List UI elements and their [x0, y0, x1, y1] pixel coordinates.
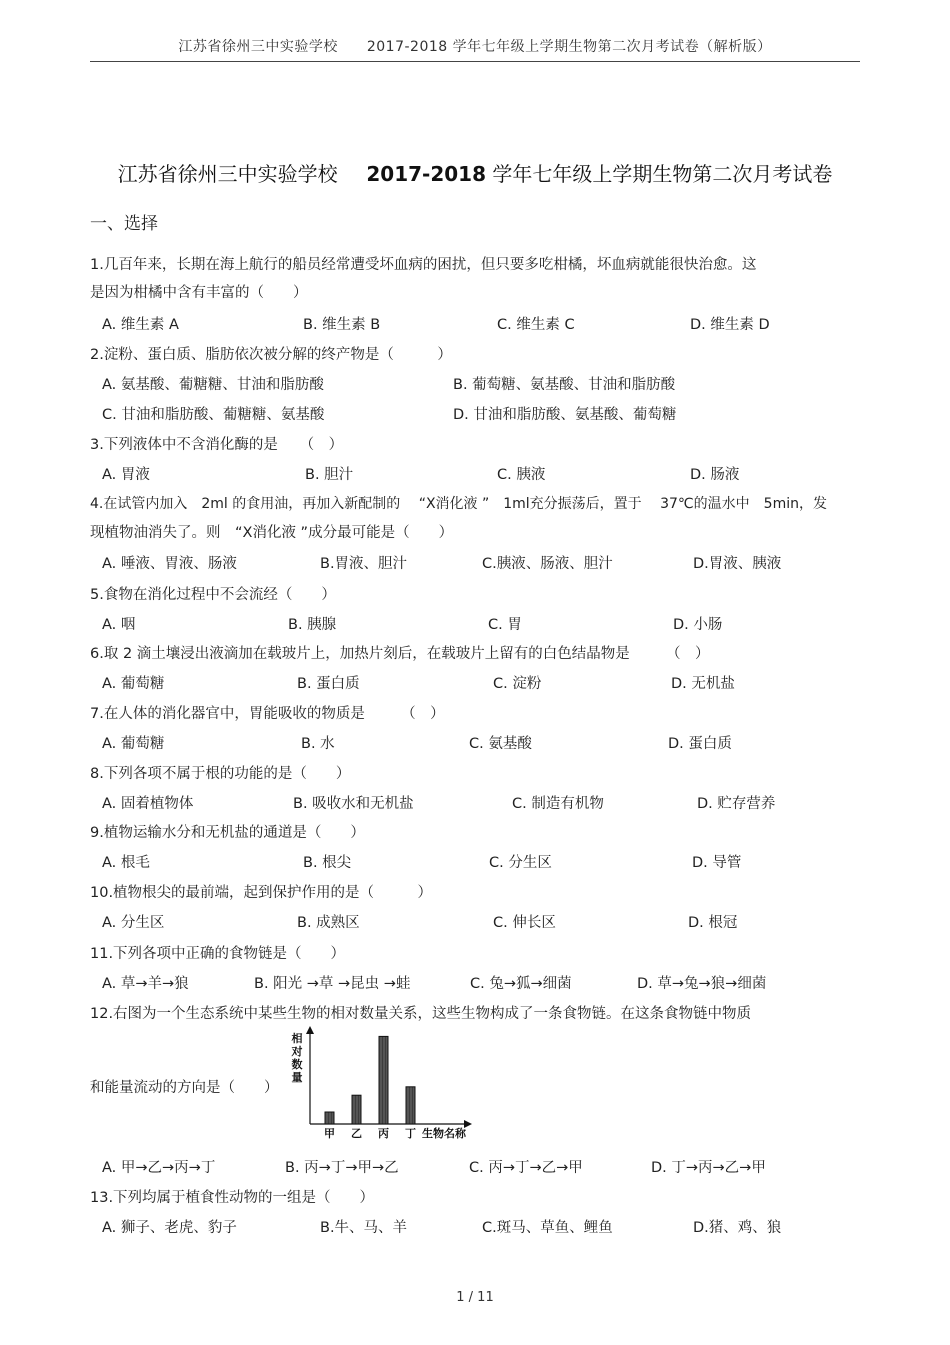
question-8-option-d[interactable]: D. 贮存营养 — [697, 796, 776, 812]
question-11-option-d[interactable]: D. 草→兔→狼→细菌 — [637, 976, 767, 992]
document-title — [90, 158, 860, 187]
question-10-option-b[interactable]: B. 成熟区 — [297, 915, 360, 931]
question-6-option-a[interactable]: A. 葡萄糖 — [102, 676, 165, 692]
question-6: 6.取 2 滴土壤浸出液滴加在载玻片上，加热片刻后，在载玻片上留有的白色结晶物是 （ ） — [90, 646, 710, 662]
question-12-option-b[interactable]: B. 丙→丁→甲→乙 — [285, 1160, 399, 1176]
question-9-option-b[interactable]: B. 根尖 — [303, 855, 352, 871]
category-label-1: 乙 — [351, 1127, 362, 1140]
question-5: 5.食物在消化过程中不会流经（ ） — [90, 587, 336, 603]
question-12-option-a[interactable]: A. 甲→乙→丙→丁 — [102, 1160, 216, 1176]
question-2-option-a[interactable]: A. 氨基酸、葡糖糖、甘油和脂肪酸 — [102, 377, 324, 393]
running-header: 江苏省徐州三中实验学校 2017-2018 学年七年级上学期生物第二次月考试卷（解析版） — [178, 39, 772, 55]
question-1-option-d[interactable]: D. 维生素 D — [690, 317, 770, 333]
category-label-3: 丁 — [405, 1127, 416, 1140]
question-1-line1: 1.几百年来，长期在海上航行的船员经常遭受坏血病的困扰，但只要多吃柑橘，坏血病就能很快治愈。这 — [90, 257, 757, 273]
question-3-option-d[interactable]: D. 肠液 — [690, 467, 740, 483]
question-10-option-c[interactable]: C. 伸长区 — [493, 915, 556, 931]
y-axis-label-char: 相 — [291, 1032, 303, 1045]
question-8: 8.下列各项不属于根的功能的是（ ） — [90, 766, 351, 782]
y-axis-label — [291, 1031, 303, 1084]
category-label-2: 丙 — [378, 1127, 389, 1140]
question-13: 13.下列均属于植食性动物的一组是（ ） — [90, 1190, 375, 1206]
question-12-option-c[interactable]: C. 丙→丁→乙→甲 — [469, 1160, 583, 1176]
question-1-option-b[interactable]: B. 维生素 B — [303, 317, 381, 333]
question-2: 2.淀粉、蛋白质、脂肪依次被分解的终产物是（ ） — [90, 347, 452, 363]
question-1-option-a[interactable]: A. 维生素 A — [102, 317, 179, 333]
question-10: 10.植物根尖的最前端，起到保护作用的是（ ） — [90, 885, 433, 901]
question-4-option-b[interactable]: B.胃液、胆汁 — [320, 556, 408, 572]
bar-3 — [406, 1087, 415, 1124]
question-10-option-a[interactable]: A. 分生区 — [102, 915, 165, 931]
question-1-line2: 是因为柑橘中含有丰富的（ ） — [90, 285, 308, 301]
question-9-option-a[interactable]: A. 根毛 — [102, 855, 150, 871]
question-6-option-b[interactable]: B. 蛋白质 — [297, 676, 360, 692]
question-6-option-c[interactable]: C. 淀粉 — [493, 676, 542, 692]
page-number: 1 / 11 — [456, 1290, 494, 1305]
x-axis-label: 生物名称 — [422, 1127, 466, 1140]
category-label-0: 甲 — [324, 1127, 335, 1140]
question-3-option-a[interactable]: A. 胃液 — [102, 467, 150, 483]
question-10-option-d[interactable]: D. 根冠 — [688, 915, 738, 931]
question-5-option-d[interactable]: D. 小肠 — [673, 617, 723, 633]
question-9-option-c[interactable]: C. 分生区 — [489, 855, 552, 871]
y-axis-label-char: 对 — [291, 1045, 303, 1058]
question-11-option-a[interactable]: A. 草→羊→狼 — [102, 976, 189, 992]
question-8-option-a[interactable]: A. 固着植物体 — [102, 796, 194, 812]
section-heading: 一、选择 — [90, 214, 158, 234]
question-2-option-d[interactable]: D. 甘油和脂肪酸、氨基酸、葡萄糖 — [453, 407, 677, 423]
question-13-option-b[interactable]: B.牛、马、羊 — [320, 1220, 408, 1236]
bar-2 — [379, 1036, 388, 1124]
bar-1 — [352, 1095, 361, 1124]
question-4-line1: 4.在试管内加入 2ml 的食用油，再加入新配制的 “X消化液 ” 1ml充分振荡后，置于 37℃的温水中 5min，发 — [90, 496, 827, 512]
question-11-option-c[interactable]: C. 兔→狐→细菌 — [470, 976, 572, 992]
bar-0 — [325, 1112, 334, 1124]
y-axis-label-char: 量 — [291, 1071, 303, 1084]
question-4-option-a[interactable]: A. 唾液、胃液、肠液 — [102, 556, 237, 572]
question-4-option-c[interactable]: C.胰液、肠液、胆汁 — [482, 556, 613, 572]
question-4-option-d[interactable]: D.胃液、胰液 — [693, 556, 782, 572]
question-13-option-c[interactable]: C.斑马、草鱼、鲤鱼 — [482, 1220, 613, 1236]
question-12-option-d[interactable]: D. 丁→丙→乙→甲 — [651, 1160, 766, 1176]
question-8-option-c[interactable]: C. 制造有机物 — [512, 796, 604, 812]
question-9: 9.植物运输水分和无机盐的通道是（ ） — [90, 825, 365, 841]
question-11-option-b[interactable]: B. 阳光 →草 →昆虫 →蛙 — [254, 976, 411, 992]
title-year: 2017-2018 — [366, 162, 486, 186]
question-2-option-c[interactable]: C. 甘油和脂肪酸、葡糖糖、氨基酸 — [102, 407, 325, 423]
question-8-option-b[interactable]: B. 吸收水和无机盐 — [293, 796, 414, 812]
relative-quantity-bar-chart — [280, 1026, 480, 1146]
question-6-option-d[interactable]: D. 无机盐 — [671, 676, 735, 692]
question-7-option-c[interactable]: C. 氨基酸 — [469, 736, 532, 752]
question-3-option-c[interactable]: C. 胰液 — [497, 467, 546, 483]
question-12-line1: 12.右图为一个生态系统中某些生物的相对数量关系，这些生物构成了一条食物链。在这条食物链中物质 — [90, 1006, 752, 1022]
question-7-option-b[interactable]: B. 水 — [301, 736, 335, 752]
question-3-option-b[interactable]: B. 胆汁 — [305, 467, 354, 483]
title-school: 江苏省徐州三中实验学校 — [117, 162, 338, 186]
question-12-line2: 和能量流动的方向是（ ） — [90, 1080, 279, 1096]
question-5-option-c[interactable]: C. 胃 — [488, 617, 522, 633]
title-rest: 学年七年级上学期生物第二次月考试卷 — [492, 162, 833, 186]
question-13-option-d[interactable]: D.猪、鸡、狼 — [693, 1220, 782, 1236]
header-rule — [90, 61, 860, 62]
question-7-option-a[interactable]: A. 葡萄糖 — [102, 736, 165, 752]
question-3: 3.下列液体中不含消化酶的是 （ ） — [90, 437, 344, 453]
question-1-option-c[interactable]: C. 维生素 C — [497, 317, 575, 333]
question-7: 7.在人体的消化器官中，胃能吸收的物质是 （ ） — [90, 706, 445, 722]
question-2-option-b[interactable]: B. 葡萄糖、氨基酸、甘油和脂肪酸 — [453, 377, 676, 393]
question-5-option-b[interactable]: B. 胰腺 — [288, 617, 337, 633]
y-axis-label-char: 数 — [291, 1058, 303, 1071]
question-7-option-d[interactable]: D. 蛋白质 — [668, 736, 732, 752]
question-9-option-d[interactable]: D. 导管 — [692, 855, 742, 871]
question-13-option-a[interactable]: A. 狮子、老虎、豹子 — [102, 1220, 237, 1236]
y-axis-arrow-icon — [306, 1026, 314, 1034]
question-4-line2: 现植物油消失了。则 “X消化液 ”成分最可能是（ ） — [90, 525, 454, 541]
question-11: 11.下列各项中正确的食物链是（ ） — [90, 946, 346, 962]
question-5-option-a[interactable]: A. 咽 — [102, 617, 136, 633]
